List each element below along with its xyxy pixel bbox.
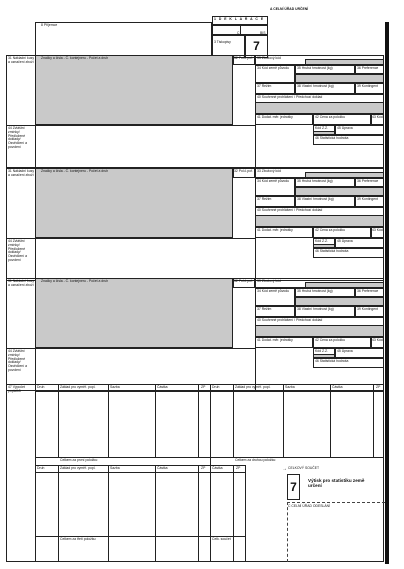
summary-decl-label: 40 Souhrnné prohlášení / Předchozí doklad (257, 95, 323, 99)
recipient-box (35, 22, 212, 58)
item-no-label: 32 Pol.č.poř. (234, 279, 254, 283)
calc-col-type-3: Druh (37, 466, 45, 470)
calc-label: 47 Výpočet poplatků (8, 385, 25, 393)
procedure-label: 37 Režim (257, 197, 272, 201)
item-price-label: 42 Cena za položku (315, 115, 345, 119)
preference-label: 36 Preference (357, 289, 379, 293)
gross-mass-label: 35 Hrubá hmotnost (kg) (297, 66, 333, 70)
item-no-label: 32 Pol.č.poř. (234, 169, 254, 173)
calc-col-amount: Částka (157, 385, 168, 389)
calc-sum1: Celkem za první položku: (60, 458, 99, 462)
footer-form-number: 7 (290, 480, 297, 494)
summary-decl-label: 40 Souhrnné prohlášení / Předchozí doklad (257, 318, 323, 322)
summary-decl-label: 40 Souhrnné prohlášení / Předchozí doklad (257, 208, 323, 212)
stat-value-label: 46 Statistická hodnota (315, 249, 349, 253)
col-c-label: C (237, 31, 240, 35)
overall-total-arrow: → (282, 466, 287, 472)
item-row-label: 31 Nákladní kusy a označení zboží (8, 56, 35, 64)
form-number: 7 (253, 39, 260, 53)
recipient-label: 8 Příjemce (41, 23, 58, 27)
commodity-label: 33 Zbožový kód (257, 279, 281, 283)
origin-label: 34 Kód země původu (257, 66, 290, 70)
forms-label: 3 Tiskopisy (214, 40, 231, 44)
declaration-label: 1 D E K L A R A C E (214, 17, 265, 21)
procedure-label: 37 Režim (257, 84, 272, 88)
item-marks-label: Značky a čísla - Č. kontejneru - Počet a druh (41, 279, 109, 283)
calc-col-zp-3: ZP (201, 466, 206, 470)
item-price-label: 42 Cena za položku (315, 228, 345, 232)
calc-col-type: Druh (37, 385, 45, 389)
quota-label: 39 Kontingent (357, 84, 378, 88)
calc-sum2: Celkem za druhou položku: (235, 458, 277, 462)
calc-col-base-2: Základ pro vyměř. popl. (235, 385, 271, 389)
item-price-label: 42 Cena za položku (315, 338, 345, 342)
item-marks-label: Značky a čísla - Č. kontejneru - Počet a druh (41, 169, 109, 173)
calc-col-base-3: Základ pro vyměř. popl. (60, 466, 96, 470)
origin-label: 34 Kód země původu (257, 289, 290, 293)
net-mass-label: 38 Vlastní hmotnost (kg) (297, 197, 334, 201)
quota-label: 39 Kontingent (357, 197, 378, 201)
item-row-label: 31 Nákladní kusy a označení zboží (8, 169, 35, 177)
overall-total-label: CELKOVÝ SOUČET (288, 466, 320, 470)
supp-units-label: 41 Dodat. měr. jednotky (257, 338, 293, 342)
calc-col-amount-total: Částka (212, 466, 223, 470)
vm-label: 43 Kód (372, 338, 383, 342)
vm-label: 43 Kód (372, 228, 383, 232)
commodity-label: 33 Zbožový kód (257, 169, 281, 173)
item-marks-area (35, 278, 233, 348)
code-label: Kód Z.Z. (315, 126, 329, 130)
stat-value-label: 46 Statistická hodnota (315, 359, 349, 363)
calc-col-amount-3: Částka (157, 466, 168, 470)
gross-mass-label: 35 Hrubá hmotnost (kg) (297, 289, 333, 293)
docs-label: 44 Zvláštní zmínky/ Předložené doklady/ Osvědčení a povolení (8, 239, 28, 262)
item-row-label: 31 Nákladní kusy a označení zboží (8, 279, 35, 287)
calc-sum3: Celkem za třetí položku: (60, 537, 97, 541)
calc-col-zp-2: ZP (376, 385, 381, 389)
calc-col-rate-3: Sazba (110, 466, 120, 470)
price2-label: 45 Úprava (337, 349, 353, 353)
net-mass-label: 38 Vlastní hmotnost (kg) (297, 307, 334, 311)
item-marks-label: Značky a čísla - Č. kontejneru - Počet a druh (41, 56, 109, 60)
supp-units-label: 41 Dodat. měr. jednotky (257, 115, 293, 119)
preference-label: 36 Preference (357, 179, 379, 183)
stat-value-label: 46 Statistická hodnota (315, 136, 349, 140)
customs-office-label: A CELNÍ ÚŘAD URČENÍ (270, 7, 309, 11)
item-marks-area (35, 55, 233, 125)
calc-col-rate: Sazba (110, 385, 120, 389)
item-marks-area (35, 168, 233, 238)
quota-label: 39 Kontingent (357, 307, 378, 311)
calc-col-amount-2: Částka (332, 385, 343, 389)
code-label: Kód Z.Z. (315, 239, 329, 243)
preference-label: 36 Preference (357, 66, 379, 70)
col-bis-label: BIS (260, 31, 266, 35)
calc-col-base: Základ pro vyměř. popl. (60, 385, 96, 389)
procedure-label: 37 Režim (257, 307, 272, 311)
statistics-label: Výtisk pro statistiku země určení (308, 478, 365, 489)
origin-label: 34 Kód země původu (257, 179, 290, 183)
calc-total-label: Celk. součet (212, 537, 231, 541)
docs-label: 44 Zvláštní zmínky/ Předložené doklady/ Osvědčení a povolení (8, 349, 28, 372)
calc-col-zp-total: ZP (236, 466, 241, 470)
net-mass-label: 38 Vlastní hmotnost (kg) (297, 84, 334, 88)
commodity-label: 33 Zbožový kód (257, 56, 281, 60)
supp-units-label: 41 Dodat. měr. jednotky (257, 228, 293, 232)
page-edge-bar (385, 22, 389, 564)
docs-label: 44 Zvláštní zmínky/ Předložené doklady/ Osvědčení a povolení (8, 126, 28, 149)
vm-label: 43 Kód (372, 115, 383, 119)
code-label: Kód Z.Z. (315, 349, 329, 353)
calc-col-zp: ZP (201, 385, 206, 389)
calc-col-type-2: Druh (212, 385, 220, 389)
price2-label: 45 Úprava (337, 239, 353, 243)
price2-label: 45 Úprava (337, 126, 353, 130)
gross-mass-label: 35 Hrubá hmotnost (kg) (297, 179, 333, 183)
item-no-label: 32 Pol.č.poř. (234, 56, 254, 60)
departure-office-label: C CELNÍ ÚŘAD ODESLÁNÍ (288, 504, 331, 508)
calc-col-rate-2: Sazba (285, 385, 295, 389)
